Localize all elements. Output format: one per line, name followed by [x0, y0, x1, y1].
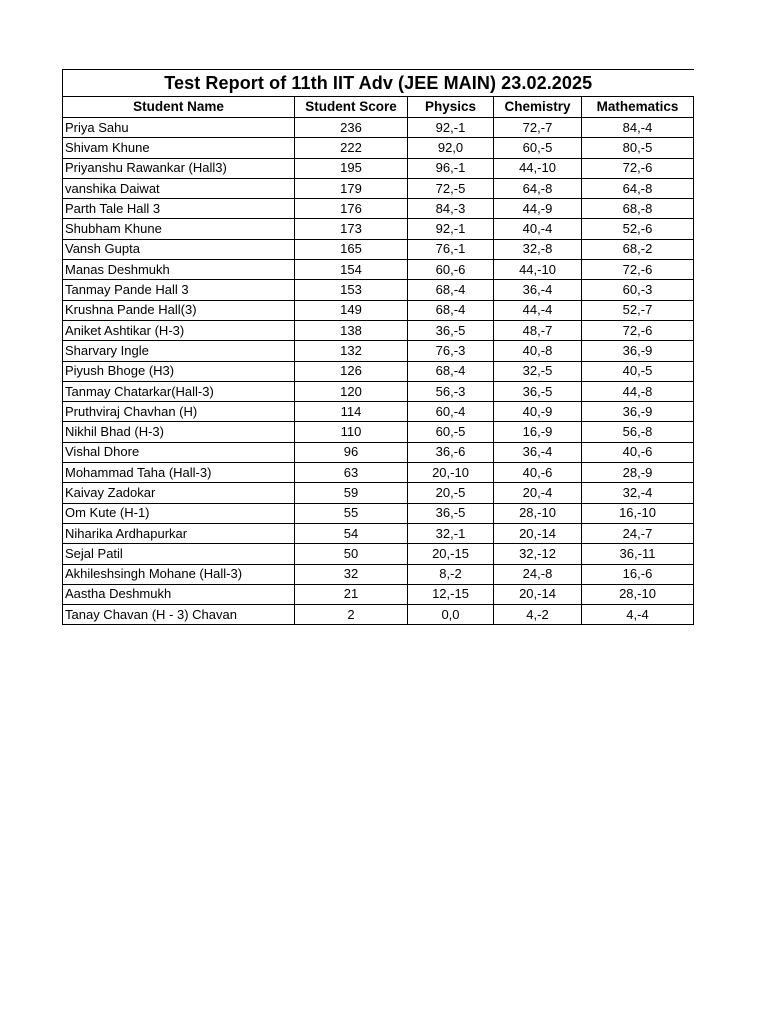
table-row: [63, 361, 694, 381]
mathematics-cell: 28,-9: [582, 463, 694, 483]
student-name-cell: Nikhil Bhad (H-3): [63, 422, 295, 442]
student-name-cell: Niharika Ardhapurkar: [63, 523, 295, 543]
chemistry-cell: 16,-9: [494, 422, 582, 442]
table-row: [63, 341, 694, 361]
mathematics-cell: 68,-8: [582, 199, 694, 219]
student-name-cell: Manas Deshmukh: [63, 260, 295, 280]
student-score-cell: 96: [295, 442, 408, 462]
physics-cell: 68,-4: [408, 280, 494, 300]
physics-cell: 56,-3: [408, 381, 494, 401]
chemistry-cell: 40,-6: [494, 463, 582, 483]
table-row: [63, 199, 694, 219]
student-name-cell: Tanmay Pande Hall 3: [63, 280, 295, 300]
student-score-cell: 154: [295, 260, 408, 280]
table-row: [63, 300, 694, 320]
student-score-cell: 110: [295, 422, 408, 442]
table-row: [63, 219, 694, 239]
physics-cell: 36,-5: [408, 503, 494, 523]
student-name-cell: Priya Sahu: [63, 118, 295, 138]
chemistry-cell: 28,-10: [494, 503, 582, 523]
physics-cell: 92,-1: [408, 118, 494, 138]
column-header-student-score: Student Score: [295, 97, 408, 118]
physics-cell: 92,0: [408, 138, 494, 158]
student-score-cell: 236: [295, 118, 408, 138]
column-header-chemistry: Chemistry: [494, 97, 582, 118]
mathematics-cell: 36,-9: [582, 402, 694, 422]
chemistry-cell: 44,-9: [494, 199, 582, 219]
mathematics-cell: 64,-8: [582, 178, 694, 198]
physics-cell: 68,-4: [408, 361, 494, 381]
student-name-cell: Sejal Patil: [63, 544, 295, 564]
mathematics-cell: 40,-6: [582, 442, 694, 462]
physics-cell: 92,-1: [408, 219, 494, 239]
student-score-cell: 55: [295, 503, 408, 523]
table-row: [63, 280, 694, 300]
student-score-cell: 32: [295, 564, 408, 584]
chemistry-cell: 44,-10: [494, 158, 582, 178]
student-score-cell: 173: [295, 219, 408, 239]
student-score-cell: 59: [295, 483, 408, 503]
mathematics-cell: 52,-7: [582, 300, 694, 320]
chemistry-cell: 36,-4: [494, 442, 582, 462]
mathematics-cell: 16,-6: [582, 564, 694, 584]
student-score-cell: 50: [295, 544, 408, 564]
chemistry-cell: 20,-14: [494, 523, 582, 543]
chemistry-cell: 36,-5: [494, 381, 582, 401]
physics-cell: 72,-5: [408, 178, 494, 198]
chemistry-cell: 48,-7: [494, 320, 582, 340]
chemistry-cell: 40,-8: [494, 341, 582, 361]
physics-cell: 8,-2: [408, 564, 494, 584]
student-name-cell: Kaivay Zadokar: [63, 483, 295, 503]
chemistry-cell: 20,-4: [494, 483, 582, 503]
column-header-mathematics: Mathematics: [582, 97, 694, 118]
mathematics-cell: 44,-8: [582, 381, 694, 401]
table-row: [63, 483, 694, 503]
physics-cell: 76,-3: [408, 341, 494, 361]
table-row: [63, 178, 694, 198]
table-row: [63, 605, 694, 625]
report-title: Test Report of 11th IIT Adv (JEE MAIN) 23.02.2025: [63, 70, 694, 97]
student-name-cell: Shivam Khune: [63, 138, 295, 158]
student-name-cell: Vishal Dhore: [63, 442, 295, 462]
mathematics-cell: 36,-11: [582, 544, 694, 564]
chemistry-cell: 40,-9: [494, 402, 582, 422]
student-name-cell: Akhileshsingh Mohane (Hall-3): [63, 564, 295, 584]
student-name-cell: Shubham Khune: [63, 219, 295, 239]
chemistry-cell: 32,-5: [494, 361, 582, 381]
physics-cell: 96,-1: [408, 158, 494, 178]
physics-cell: 68,-4: [408, 300, 494, 320]
student-score-cell: 126: [295, 361, 408, 381]
mathematics-cell: 36,-9: [582, 341, 694, 361]
student-name-cell: Priyanshu Rawankar (Hall3): [63, 158, 295, 178]
student-name-cell: Tanmay Chatarkar(Hall-3): [63, 381, 295, 401]
header-row: [63, 97, 694, 118]
student-name-cell: Sharvary Ingle: [63, 341, 295, 361]
table-row: [63, 239, 694, 259]
student-score-cell: 2: [295, 605, 408, 625]
table-row: [63, 402, 694, 422]
chemistry-cell: 40,-4: [494, 219, 582, 239]
table-row: [63, 320, 694, 340]
mathematics-cell: 60,-3: [582, 280, 694, 300]
student-name-cell: Tanay Chavan (H - 3) Chavan: [63, 605, 295, 625]
student-score-cell: 54: [295, 523, 408, 543]
test-report: [62, 69, 693, 625]
physics-cell: 20,-10: [408, 463, 494, 483]
table-row: [63, 463, 694, 483]
column-header-student-name: Student Name: [63, 97, 295, 118]
physics-cell: 32,-1: [408, 523, 494, 543]
table-row: [63, 544, 694, 564]
student-score-cell: 179: [295, 178, 408, 198]
student-score-cell: 132: [295, 341, 408, 361]
chemistry-cell: 64,-8: [494, 178, 582, 198]
table-row: [63, 503, 694, 523]
title-row: [63, 70, 694, 97]
mathematics-cell: 72,-6: [582, 260, 694, 280]
physics-cell: 60,-6: [408, 260, 494, 280]
mathematics-cell: 32,-4: [582, 483, 694, 503]
table-row: [63, 442, 694, 462]
table-row: [63, 260, 694, 280]
chemistry-cell: 4,-2: [494, 605, 582, 625]
physics-cell: 60,-5: [408, 422, 494, 442]
mathematics-cell: 72,-6: [582, 158, 694, 178]
table-row: [63, 381, 694, 401]
student-name-cell: Mohammad Taha (Hall-3): [63, 463, 295, 483]
student-name-cell: Vansh Gupta: [63, 239, 295, 259]
student-score-cell: 114: [295, 402, 408, 422]
chemistry-cell: 44,-10: [494, 260, 582, 280]
physics-cell: 20,-15: [408, 544, 494, 564]
student-score-cell: 165: [295, 239, 408, 259]
table-row: [63, 118, 694, 138]
physics-cell: 60,-4: [408, 402, 494, 422]
mathematics-cell: 40,-5: [582, 361, 694, 381]
student-score-cell: 222: [295, 138, 408, 158]
physics-cell: 84,-3: [408, 199, 494, 219]
table-row: [63, 564, 694, 584]
mathematics-cell: 80,-5: [582, 138, 694, 158]
student-name-cell: Aastha Deshmukh: [63, 584, 295, 604]
mathematics-cell: 24,-7: [582, 523, 694, 543]
mathematics-cell: 16,-10: [582, 503, 694, 523]
table-row: [63, 138, 694, 158]
student-score-cell: 195: [295, 158, 408, 178]
table-row: [63, 584, 694, 604]
mathematics-cell: 72,-6: [582, 320, 694, 340]
chemistry-cell: 32,-12: [494, 544, 582, 564]
table-row: [63, 422, 694, 442]
physics-cell: 36,-5: [408, 320, 494, 340]
student-name-cell: Piyush Bhoge (H3): [63, 361, 295, 381]
student-name-cell: vanshika Daiwat: [63, 178, 295, 198]
chemistry-cell: 20,-14: [494, 584, 582, 604]
mathematics-cell: 28,-10: [582, 584, 694, 604]
physics-cell: 20,-5: [408, 483, 494, 503]
student-name-cell: Om Kute (H-1): [63, 503, 295, 523]
student-score-cell: 63: [295, 463, 408, 483]
physics-cell: 76,-1: [408, 239, 494, 259]
student-name-cell: Pruthviraj Chavhan (H): [63, 402, 295, 422]
chemistry-cell: 36,-4: [494, 280, 582, 300]
mathematics-cell: 56,-8: [582, 422, 694, 442]
mathematics-cell: 68,-2: [582, 239, 694, 259]
chemistry-cell: 24,-8: [494, 564, 582, 584]
student-score-cell: 153: [295, 280, 408, 300]
column-header-physics: Physics: [408, 97, 494, 118]
chemistry-cell: 32,-8: [494, 239, 582, 259]
student-name-cell: Parth Tale Hall 3: [63, 199, 295, 219]
student-score-cell: 138: [295, 320, 408, 340]
mathematics-cell: 52,-6: [582, 219, 694, 239]
student-score-cell: 21: [295, 584, 408, 604]
report-table: [62, 69, 694, 625]
physics-cell: 36,-6: [408, 442, 494, 462]
physics-cell: 12,-15: [408, 584, 494, 604]
physics-cell: 0,0: [408, 605, 494, 625]
student-score-cell: 149: [295, 300, 408, 320]
student-name-cell: Aniket Ashtikar (H-3): [63, 320, 295, 340]
mathematics-cell: 4,-4: [582, 605, 694, 625]
table-row: [63, 158, 694, 178]
chemistry-cell: 72,-7: [494, 118, 582, 138]
chemistry-cell: 44,-4: [494, 300, 582, 320]
chemistry-cell: 60,-5: [494, 138, 582, 158]
mathematics-cell: 84,-4: [582, 118, 694, 138]
student-name-cell: Krushna Pande Hall(3): [63, 300, 295, 320]
student-score-cell: 120: [295, 381, 408, 401]
student-score-cell: 176: [295, 199, 408, 219]
table-row: [63, 523, 694, 543]
